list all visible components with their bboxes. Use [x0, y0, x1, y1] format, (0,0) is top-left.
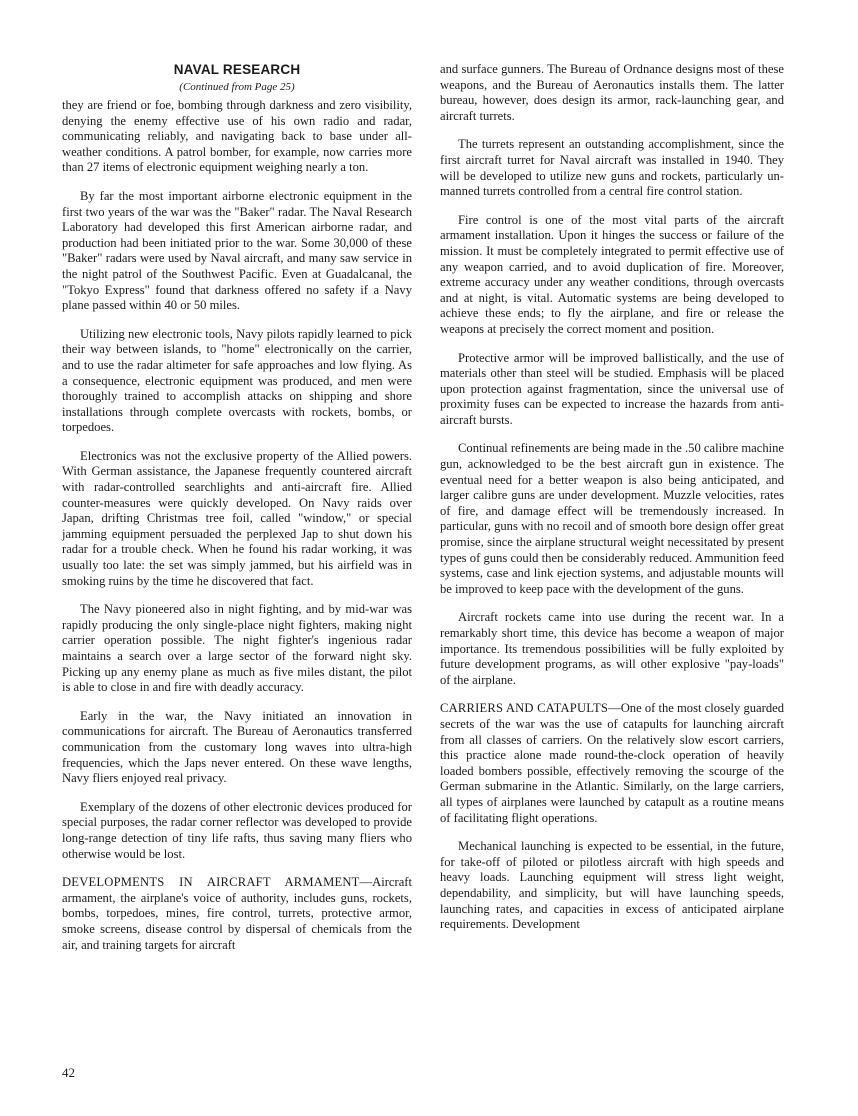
paragraph: Protective armor will be improved ballistically, and the use of materials other than steel will be studied. Emphasis will be placed upon protection against fragmentation, since the universal use of proximity fuses can be expected to increase the hazards from anti-aircraft bursts.: [440, 350, 784, 427]
paragraph: The Navy pioneered also in night fighting, and by mid-war was rapidly producing the only single-place night fighters, making night carrier operation possible. The night fighter's ingenious radar maintains a search over a large sector of the forward night sky. Picking up any enemy plane as much as five miles distant, the pilot is able to close in and fire with deadly accuracy.: [62, 602, 412, 695]
article-title: NAVAL RESEARCH: [173, 62, 301, 77]
page-number: 42: [62, 1065, 75, 1080]
paragraph: Aircraft rockets came into use during the recent war. In a remarkably short time, this device has become a weapon of major importance. Its tremendous possibilities will be fully exploited by future development programs, as will other explosive "pay-loads" of the airplane.: [440, 610, 784, 687]
paragraph: Mechanical launching is expected to be essential, in the future, for take-off of piloted or pilotless aircraft with high speeds and heavy loads. Launching equipment will stress light weight, dependability, and simplicity, but will have launching speeds, launching rates, and capacities in excess of anticipated airplane requirements. Development: [440, 839, 784, 932]
armament-paragraph: [62, 875, 412, 953]
paragraph: Electronics was not the exclusive property of the Allied powers. With German assistance, the Japanese frequently countered aircraft with radar-controlled searchlights and anti-aircraft fire. Allied counter-measures were quickly developed. On Navy raids over Japan, drifting Christmas tree foil, called "window," or special jamming equipment persuaded the perplexed Jap to shut down his radar for a trouble check. When he found his radar working, it was usually too late: the set was simply jammed, but his airfield was in smoking ruins by the time he discovered that fact.: [62, 448, 412, 588]
armament-text: —Aircraft armament, the airplane's voice of authority, includes guns, rockets, bombs, torpedoes, mines, fire control, turrets, protective armor, smoke screens, disease control by dispersal of chemicals from the air, and training targets for aircraft: [62, 875, 412, 952]
left-column: [62, 62, 412, 966]
paragraph: Continual refinements are being made in the .50 calibre machine gun, acknowledged to be the best aircraft gun in existence. The eventual need for a better weapon is also being anticipated, and larger calibre guns are under development. Muzzle velocities, rates of fire, and damage effect will be tremendously increased. In particular, guns with no recoil and of smooth bore design offer great promise, since the airplane structural weight necessitated by present types of guns could then be considerably reduced. Ammunition feed systems, case and link ejection systems, and adjustable mounts will be improved to keep pace with the development of the guns.: [440, 441, 784, 596]
paragraph: Fire control is one of the most vital parts of the aircraft armament installation. Upon it hinges the success or failure of the mission. It must be completely integrated to permit effective use of any weapon carried, and to avoid duplication of fire. Moreover, extreme accuracy under any weather conditions, through overcasts and at night, is vital. Automatic systems are being developed to achieve these ends; to fly the airplane, and fire or release the weapons at precisely the correct moment and position.: [440, 212, 784, 336]
paragraph: Exemplary of the dozens of other electronic devices produced for special purposes, the radar corner reflector was developed to provide long-range detection of tiny life rafts, thus saving many fliers who otherwise would be lost.: [62, 799, 412, 861]
section-heading-armament: DEVELOPMENTS IN AIRCRAFT ARMAMENT: [62, 875, 360, 890]
carriers-text: —One of the most closely guarded secrets of the war was the use of catapults for launching aircraft from all classes of carriers. On the relatively slow escort carriers, this practice alone made round-the-clock operation of heavily loaded bombers possible, effectively removing the scourge of the German submarine in the Atlantic. Similarly, on the large carriers, all types of airplanes were launched by catapult as a routine means of facilitating flight operations.: [440, 701, 785, 825]
section-heading-carriers: CARRIERS AND CATAPULTS: [440, 701, 609, 716]
paragraph: By far the most important airborne electronic equipment in the first two years of the war was the "Baker" radar. The Naval Research Laboratory had developed this first American airborne radar, and production had been initiated prior to the war. Some 30,000 of these "Baker" radars were used by Naval aircraft, and many saw service in the night patrol of the Southwest Pacific. Even at Guadalcanal, the "Tokyo Express" found that darkness offered no safety if a Navy plane passed within 40 or 50 miles.: [62, 188, 412, 313]
paragraph: The turrets represent an outstanding accomplishment, since the first aircraft turret for Naval aircraft was installed in 1940. They will be developed to utilize new guns and rockets, particularly un-manned turrets controlled from a central fire control station.: [440, 137, 784, 199]
continued-note: (Continued from Page 25): [179, 81, 295, 93]
carriers-paragraph: [440, 701, 784, 826]
right-column: [440, 62, 784, 946]
paragraph: Early in the war, the Navy initiated an innovation in communications for aircraft. The Bureau of Aeronautics transferred communication from the customary long waves into ultra-high frequencies, which the Japs never entered. On these wave lengths, Navy fliers enjoyed real privacy.: [62, 708, 412, 786]
paragraph: Utilizing new electronic tools, Navy pilots rapidly learned to pick their way between islands, to "home" electronically on the carrier, and to use the radar altimeter for safe approaches and low flying. As a consequence, electronic equipment was produced, and men were thoroughly trained to accomplish attacks on shipping and shore installations through complete overcasts with rockets, bombs, or torpedoes.: [62, 326, 412, 435]
paragraph: and surface gunners. The Bureau of Ordnance designs most of these weapons, and the Bureau of Aeronautics installs them. The latter bureau, however, does design its armor, rack-launching gear, and aircraft turrets.: [440, 62, 784, 123]
paragraph: they are friend or foe, bombing through darkness and zero visibility, denying the enemy effective use of his own radio and radar, communicating reliably, and navigating back to base under all-weather conditions. A patrol bomber, for example, now carries more than 27 items of electronic equipment weighing nearly a ton.: [62, 98, 412, 175]
